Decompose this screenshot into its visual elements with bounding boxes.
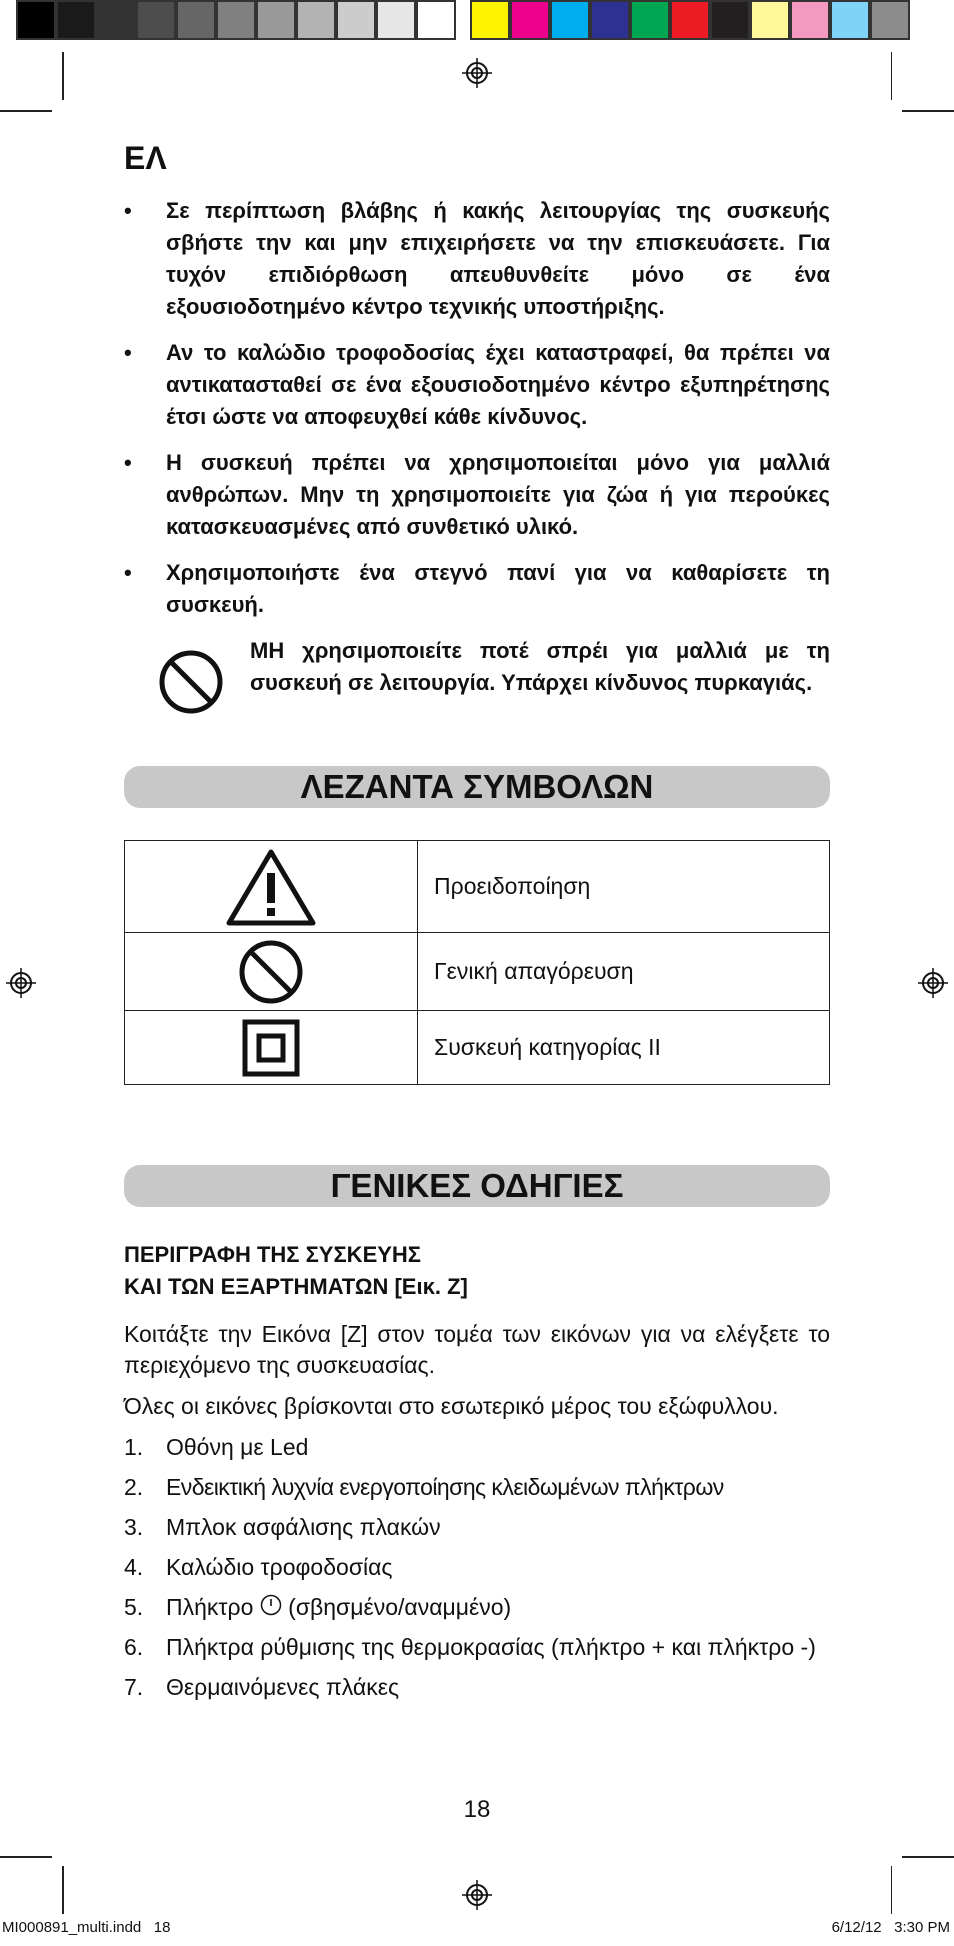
registration-mark-icon — [462, 58, 492, 88]
table-row — [125, 933, 830, 1011]
symbol-label: Προειδοποίηση — [418, 841, 830, 933]
crop-mark — [0, 110, 52, 112]
gray-swatch — [296, 0, 336, 40]
gray-swatch — [176, 0, 216, 40]
warning-triangle-icon — [225, 847, 317, 927]
file-slug: MI000891_multi.indd 18 — [2, 1919, 171, 1936]
crop-mark — [891, 1866, 893, 1914]
grayscale-swatches — [16, 0, 456, 44]
crop-mark — [0, 1856, 52, 1858]
list-item: 2. Ενδεικτική λυχνία ενεργοποίησης κλειδωμένων πλήκτρων — [124, 1474, 724, 1500]
section-title-general: ΓΕΝΙΚΕΣ ΟΔΗΓΙΕΣ — [124, 1165, 830, 1207]
color-swatch — [630, 0, 670, 40]
color-swatches — [470, 0, 910, 44]
list-item: 6. Πλήκτρα ρύθμισης της θερμοκρασίας (πλήκτρο + και πλήκτρο -) — [124, 1634, 816, 1660]
registration-mark-icon — [462, 1880, 492, 1910]
gray-swatch — [136, 0, 176, 40]
gray-swatch — [96, 0, 136, 40]
warning-item: • Χρησιμοποιήστε ένα στεγνό πανί για να καθαρίσετε τη συσκευή. — [124, 560, 830, 617]
paragraph: Κοιτάξτε την Εικόνα [Ζ] στον τομέα των εικόνων για να ελέγξετε το περιεχόμενο της συσκευασίας. — [124, 1321, 830, 1378]
warning-item: • Σε περίπτωση βλάβης ή κακής λειτουργίας της συσκευής σβήστε την και μην επιχειρήσετε να την επισκευάσετε. Για τυχόν επιδιόρθωση απευθυνθείτε μόνο σε ένα εξουσιοδοτημένο κέντρο τεχνικής υποστήριξης. — [124, 198, 830, 319]
list-item: 7. Θερμαινόμενες πλάκες — [124, 1674, 400, 1700]
symbol-label: Συσκευή κατηγορίας II — [418, 1011, 830, 1085]
gray-swatch — [16, 0, 56, 40]
power-icon — [260, 1594, 282, 1616]
paragraph: Όλες οι εικόνες βρίσκονται στο εσωτερικό μέρος του εξώφυλλου. — [124, 1393, 779, 1419]
gray-swatch — [376, 0, 416, 40]
symbol-label: Γενική απαγόρευση — [418, 933, 830, 1011]
prohibition-note — [124, 635, 830, 720]
gray-swatch — [56, 0, 96, 40]
date-slug: 6/12/12 3:30 PM — [831, 1919, 950, 1936]
color-swatch — [870, 0, 910, 40]
list-item: 3. Μπλοκ ασφάλισης πλακών — [124, 1514, 441, 1540]
list-item: 4. Καλώδιο τροφοδοσίας — [124, 1554, 393, 1580]
color-swatch — [590, 0, 630, 40]
crop-mark — [902, 1856, 954, 1858]
prohibition-icon — [238, 939, 304, 1005]
page-number: 18 — [463, 1796, 491, 1823]
color-swatch — [510, 0, 550, 40]
crop-mark — [62, 1866, 64, 1914]
warning-item: • Η συσκευή πρέπει να χρησιμοποιείται μόνο για μαλλιά ανθρώπων. Μην τη χρησιμοποιείτε για ζώα ή για περούκες κατασκευασμένες από συνθετικό υλικό. — [124, 450, 830, 539]
color-calibration-bar — [16, 0, 910, 44]
gray-swatch — [336, 0, 376, 40]
page-content — [124, 130, 830, 1712]
warning-item: • Αν το καλώδιο τροφοδοσίας έχει καταστραφεί, θα πρέπει να αντικατασταθεί σε ένα εξουσιοδοτημένο κέντρο εξυπηρέτησης έτσι ώστε να αποφευχθεί κάθε κίνδυνος. — [124, 340, 830, 429]
color-swatch — [830, 0, 870, 40]
class-ii-icon — [242, 1019, 300, 1077]
crop-mark — [62, 52, 64, 100]
parts-list — [124, 1432, 830, 1703]
section-title-symbols: ΛΕΖΑΝΤΑ ΣΥΜΒΟΛΩΝ — [124, 766, 830, 808]
registration-mark-icon — [6, 968, 36, 998]
color-swatch — [710, 0, 750, 40]
gray-swatch — [256, 0, 296, 40]
registration-mark-icon — [918, 968, 948, 998]
color-swatch — [670, 0, 710, 40]
language-code: ΕΛ — [124, 140, 167, 176]
subheading: ΠΕΡΙΓΡΑΦΗ ΤΗΣ ΣΥΣΚΕΥΗΣ ΚΑΙ ΤΩΝ ΕΞΑΡΤΗΜΑΤΩΝ [Εικ. Ζ] — [124, 1242, 468, 1299]
crop-mark — [902, 110, 954, 112]
prohibition-note-text: ΜΗ χρησιμοποιείτε ποτέ σπρέι για μαλλιά με τη συσκευή σε λειτουργία. Υπάρχει κίνδυνος πυρκαγιάς. — [250, 638, 830, 695]
table-row — [125, 1011, 830, 1085]
gray-swatch — [216, 0, 256, 40]
gray-swatch — [416, 0, 456, 40]
symbols-table — [124, 840, 830, 1085]
crop-mark — [891, 52, 893, 100]
color-swatch — [550, 0, 590, 40]
list-item: 1. Οθόνη με Led — [124, 1434, 309, 1460]
prohibition-icon — [158, 649, 224, 715]
color-swatch — [790, 0, 830, 40]
warning-list — [124, 195, 830, 621]
list-item: 5. Πλήκτρο (σβησμένο/αναμμένο) — [124, 1594, 512, 1620]
color-swatch — [470, 0, 510, 40]
color-swatch — [750, 0, 790, 40]
table-row — [125, 841, 830, 933]
